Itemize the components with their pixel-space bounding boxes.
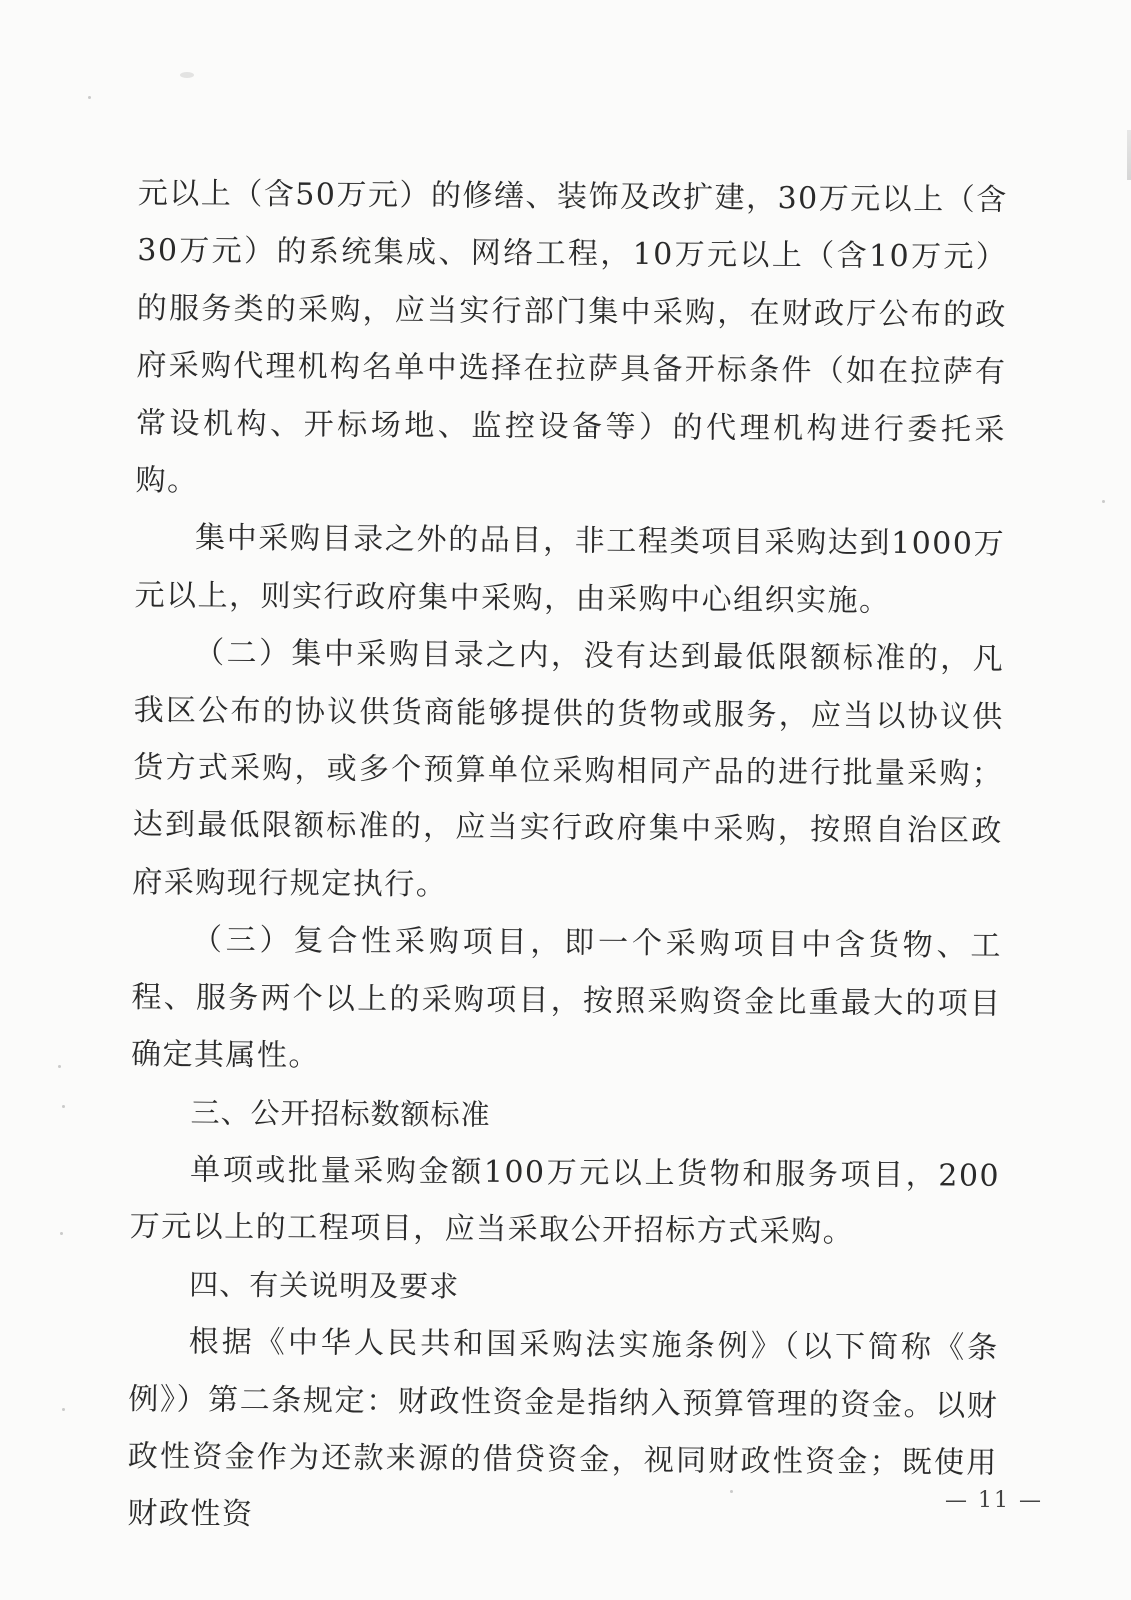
paragraph-item-three: （三）复合性采购项目，即一个采购项目中含货物、工程、服务两个以上的采购项目，按照采购资金比重最大的项目确定其属性。 [130,922,1003,1074]
section-heading-three: 三、公开招标数额标准 [190,1094,491,1132]
paragraph-tender-threshold: 单项或批量采购金额100万元以上货物和服务项目，200万元以上的工程项目，应当采取公开招标方式采购。 [129,1152,1001,1250]
scan-speck [180,72,194,78]
scan-speck [88,96,91,99]
scan-speck [62,1105,65,1108]
section-heading-four: 四、有关说明及要求 [189,1267,460,1304]
scan-edge-shadow [1127,130,1131,180]
page-number: — 11 — [945,1488,1043,1513]
paragraph-outside-catalog: 集中采购目录之外的品目，非工程类项目采购达到1000万元以上，则实行政府集中采购，由采购中心组织实施。 [134,520,1006,619]
paragraph-item-two: （二）集中采购目录之内，没有达到最低限额标准的，凡我区公布的协议供货商能够提供的货物或服务，应当以协议供货方式采购，或多个预算单位采购相同产品的进行批量采购；达到最低限额标准的，应当实行政府集中采购，按照自治区政府采购现行规定执行。 [132,635,1005,903]
scan-speck [60,1232,63,1235]
document-body [127,165,1008,1550]
paragraph-regulation-reference: 根据《中华人民共和国采购法实施条例》（以下简称《条例》）第二条规定：财政性资金是指纳入预算管理的资金。以财政性资金作为还款来源的借贷资金，视同财政性资金；既使用财政性资 [127,1324,999,1533]
scan-speck [1102,500,1105,503]
paragraph-dept-centralized-procurement: 元以上（含50万元）的修缮、装饰及改扩建，30万元以上（含30万元）的系统集成、网络工程，10万元以上（含10万元）的服务类的采购，应当实行部门集中采购，在财政厅公布的政府采购代理机构名单中选择在拉萨具备开标条件（如在拉萨有常设机构、开标场地、监控设备等）的代理机构进行委托采购。 [135,175,1008,499]
scan-speck [62,1408,65,1411]
scan-speck [58,1065,61,1068]
